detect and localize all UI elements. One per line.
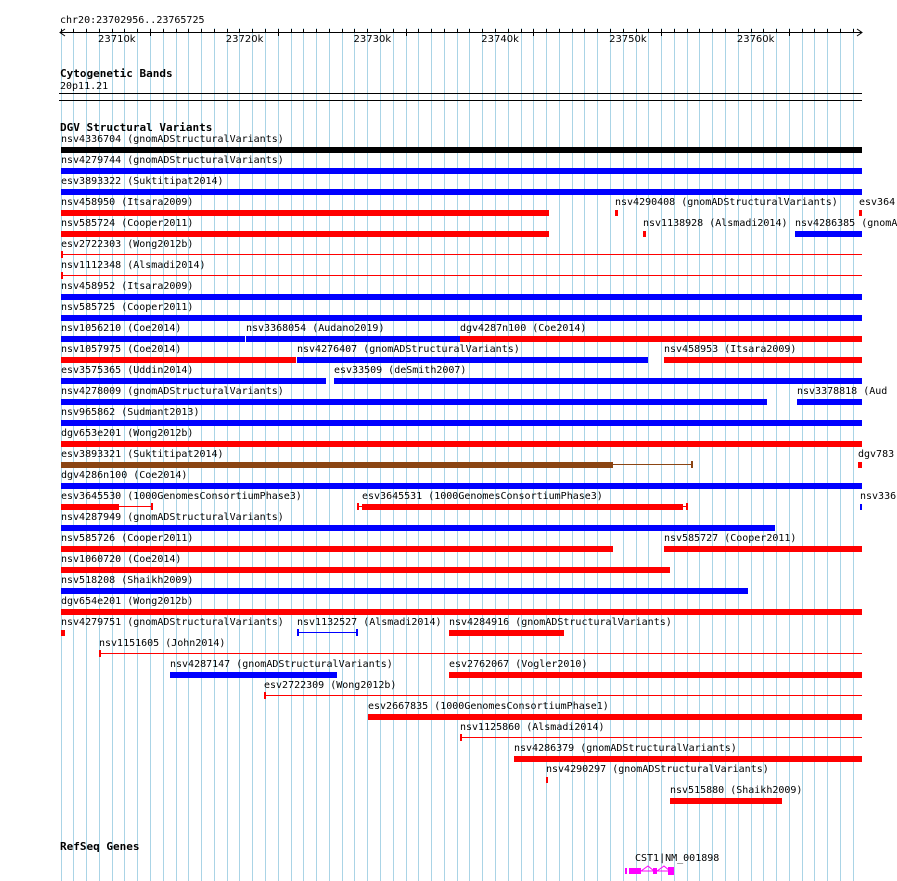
variant-label[interactable]: esv3575365 (Uddin2014) (61, 365, 194, 376)
variant-label[interactable]: esv3645530 (1000GenomesConsortiumPhase3) (61, 491, 302, 502)
ruler-tick-label: 23720k (225, 34, 264, 45)
variant-start-cap (460, 734, 462, 741)
variant-span-line[interactable] (61, 275, 862, 276)
variant-bar[interactable] (514, 756, 862, 762)
variant-bar[interactable] (61, 315, 862, 321)
variant-label[interactable]: nsv1056210 (Coe2014) (61, 323, 182, 334)
variant-label[interactable]: nsv4287147 (gnomADStructuralVariants) (170, 659, 393, 670)
variant-label[interactable]: nsv4290408 (gnomADStructuralVariants) (615, 197, 838, 208)
variant-bar[interactable] (61, 147, 862, 153)
variant-label[interactable]: nsv4287949 (gnomADStructuralVariants) (61, 512, 284, 523)
variant-bar[interactable] (61, 357, 296, 363)
variant-label[interactable]: dgv783 (858, 449, 895, 460)
variant-bar[interactable] (61, 525, 775, 531)
variant-label[interactable]: dgv4287n100 (Coe2014) (460, 323, 587, 334)
variant-bar[interactable] (368, 714, 862, 720)
variant-label[interactable]: nsv4290297 (gnomADStructuralVariants) (546, 764, 769, 775)
variant-bar[interactable] (615, 210, 618, 216)
variant-bar[interactable] (860, 504, 862, 510)
variant-bar[interactable] (670, 798, 782, 804)
cytoband-track-title: Cytogenetic Bands (60, 67, 173, 80)
variant-label[interactable]: esv364 (859, 197, 896, 208)
variant-label[interactable]: nsv518208 (Shaikh2009) (61, 575, 194, 586)
variant-label[interactable]: nsv1112348 (Alsmadi2014) (61, 260, 206, 271)
variant-label[interactable]: nsv4284916 (gnomADStructuralVariants) (449, 617, 672, 628)
variant-label[interactable]: nsv3368054 (Audano2019) (246, 323, 385, 334)
variant-label[interactable]: nsv336 (860, 491, 897, 502)
variant-bar[interactable] (449, 630, 564, 636)
variant-label[interactable]: nsv965862 (Sudmant2013) (61, 407, 200, 418)
variant-bar[interactable] (546, 777, 548, 783)
variant-bar[interactable] (61, 420, 862, 426)
variant-start-cap (297, 629, 299, 636)
variant-start-cap (61, 251, 63, 258)
ruler-tick-label: 23750k (609, 34, 647, 45)
gene-label[interactable]: CST1|NM_001898 (635, 853, 720, 864)
variant-label[interactable]: nsv585724 (Cooper2011) (61, 218, 194, 229)
variant-bar[interactable] (61, 168, 862, 174)
variant-label[interactable]: nsv458950 (Itsara2009) (61, 197, 194, 208)
variant-bar[interactable] (795, 231, 862, 237)
ruler-tick-label: 23710k (98, 34, 136, 45)
variant-label[interactable]: nsv1125860 (Alsmadi2014) (460, 722, 605, 733)
variant-bar[interactable] (61, 399, 767, 405)
variant-label[interactable]: nsv4279751 (gnomADStructuralVariants) (61, 617, 284, 628)
variant-bar[interactable] (334, 378, 862, 384)
variant-bar[interactable] (664, 546, 862, 552)
variant-label[interactable]: esv3645531 (1000GenomesConsortiumPhase3) (362, 491, 603, 502)
variant-end-cap (691, 461, 693, 468)
variant-start-cap (264, 692, 266, 699)
variant-label[interactable]: nsv585725 (Cooper2011) (61, 302, 194, 313)
variant-bar[interactable] (61, 588, 748, 594)
variant-bar[interactable] (460, 336, 862, 342)
cytoband-line-bottom (59, 100, 862, 101)
variant-bar[interactable] (61, 567, 670, 573)
variant-bar[interactable] (858, 462, 862, 468)
variant-label[interactable]: esv2722309 (Wong2012b) (264, 680, 397, 691)
variant-label[interactable]: esv3893322 (Suktitipat2014) (61, 176, 224, 187)
variant-label[interactable]: nsv4286385 (gnomA (795, 218, 897, 229)
location-label: chr20:23702956..23765725 (60, 15, 205, 26)
ruler-tick-label: 23730k (353, 34, 392, 45)
variant-bar[interactable] (61, 378, 326, 384)
variant-bar[interactable] (664, 357, 862, 363)
gene-start-marker (625, 868, 627, 874)
ruler-tick-label: 23740k (481, 34, 519, 45)
variant-start-cap (99, 650, 101, 657)
variant-label[interactable]: dgv4286n100 (Coe2014) (61, 470, 188, 481)
variant-label[interactable]: esv2667835 (1000GenomesConsortiumPhase1) (368, 701, 609, 712)
variant-bar[interactable] (859, 210, 862, 216)
variant-end-cap (356, 629, 358, 636)
gene-exon (668, 867, 674, 875)
variant-label[interactable]: nsv1057975 (Coe2014) (61, 344, 182, 355)
variant-bar[interactable] (61, 336, 245, 342)
variant-bar[interactable] (61, 462, 613, 468)
variant-label[interactable]: nsv458953 (Itsara2009) (664, 344, 797, 355)
variant-bar[interactable] (61, 294, 862, 300)
variant-label[interactable]: nsv515880 (Shaikh2009) (670, 785, 803, 796)
cytoband-name: 20p11.21 (60, 81, 109, 92)
cytoband-line-top (59, 93, 862, 94)
variant-bar[interactable] (61, 483, 862, 489)
variant-label[interactable]: nsv4278009 (gnomADStructuralVariants) (61, 386, 284, 397)
variant-bar[interactable] (246, 336, 460, 342)
variant-bar[interactable] (362, 504, 683, 510)
variant-end-cap (686, 503, 688, 510)
variant-span-line[interactable] (61, 254, 862, 255)
variant-bar[interactable] (61, 231, 549, 237)
variant-label[interactable]: nsv1132527 (Alsmadi2014) (297, 617, 442, 628)
variant-label[interactable]: dgv654e201 (Wong2012b) (61, 596, 194, 607)
refseq-track-title: RefSeq Genes (60, 840, 140, 853)
ruler-tick-label: 23760k (736, 34, 775, 45)
variant-label[interactable]: esv2762067 (Vogler2010) (449, 659, 588, 670)
variant-span-line[interactable] (460, 737, 862, 738)
variant-label[interactable]: nsv4279744 (gnomADStructuralVariants) (61, 155, 284, 166)
variant-end-cap (151, 503, 153, 510)
variant-bar[interactable] (61, 210, 549, 216)
gene-exon (629, 868, 641, 874)
variant-label[interactable]: nsv4286379 (gnomADStructuralVariants) (514, 743, 737, 754)
variant-label[interactable]: nsv585726 (Cooper2011) (61, 533, 194, 544)
variant-span-line[interactable] (264, 695, 862, 696)
variant-bar[interactable] (170, 672, 337, 678)
variant-label[interactable]: esv33509 (deSmith2007) (334, 365, 467, 376)
variant-bar[interactable] (61, 546, 613, 552)
variant-span-line[interactable] (99, 653, 862, 654)
variant-bar[interactable] (61, 609, 862, 615)
variant-label[interactable]: nsv4336704 (gnomADStructuralVariants) (61, 134, 284, 145)
dgv-track-title: DGV Structural Variants (60, 121, 213, 134)
variant-label[interactable]: nsv458952 (Itsara2009) (61, 281, 194, 292)
variant-bar[interactable] (797, 399, 862, 405)
variant-bar[interactable] (643, 231, 646, 237)
variant-bar[interactable] (61, 630, 65, 636)
variant-label[interactable]: nsv585727 (Cooper2011) (664, 533, 797, 544)
variant-label[interactable]: nsv1151605 (John2014) (99, 638, 226, 649)
variant-span-line[interactable] (297, 632, 358, 633)
variant-bar[interactable] (297, 357, 648, 363)
variant-label[interactable]: nsv4276407 (gnomADStructuralVariants) (297, 344, 520, 355)
gene-exon (653, 868, 657, 874)
variant-label[interactable]: nsv1138928 (Alsmadi2014) (643, 218, 788, 229)
variant-bar[interactable] (449, 672, 862, 678)
variant-label[interactable]: nsv1060720 (Coe2014) (61, 554, 182, 565)
variant-label[interactable]: dgv653e201 (Wong2012b) (61, 428, 194, 439)
variant-bar[interactable] (61, 441, 862, 447)
variant-label[interactable]: esv3893321 (Suktitipat2014) (61, 449, 224, 460)
variant-bar[interactable] (61, 504, 119, 510)
variant-bar[interactable] (61, 189, 862, 195)
variant-label[interactable]: nsv3378818 (Aud (797, 386, 888, 397)
gene-intron (641, 866, 654, 871)
variant-label[interactable]: esv2722303 (Wong2012b) (61, 239, 194, 250)
variant-start-cap (357, 503, 359, 510)
variant-start-cap (61, 272, 63, 279)
